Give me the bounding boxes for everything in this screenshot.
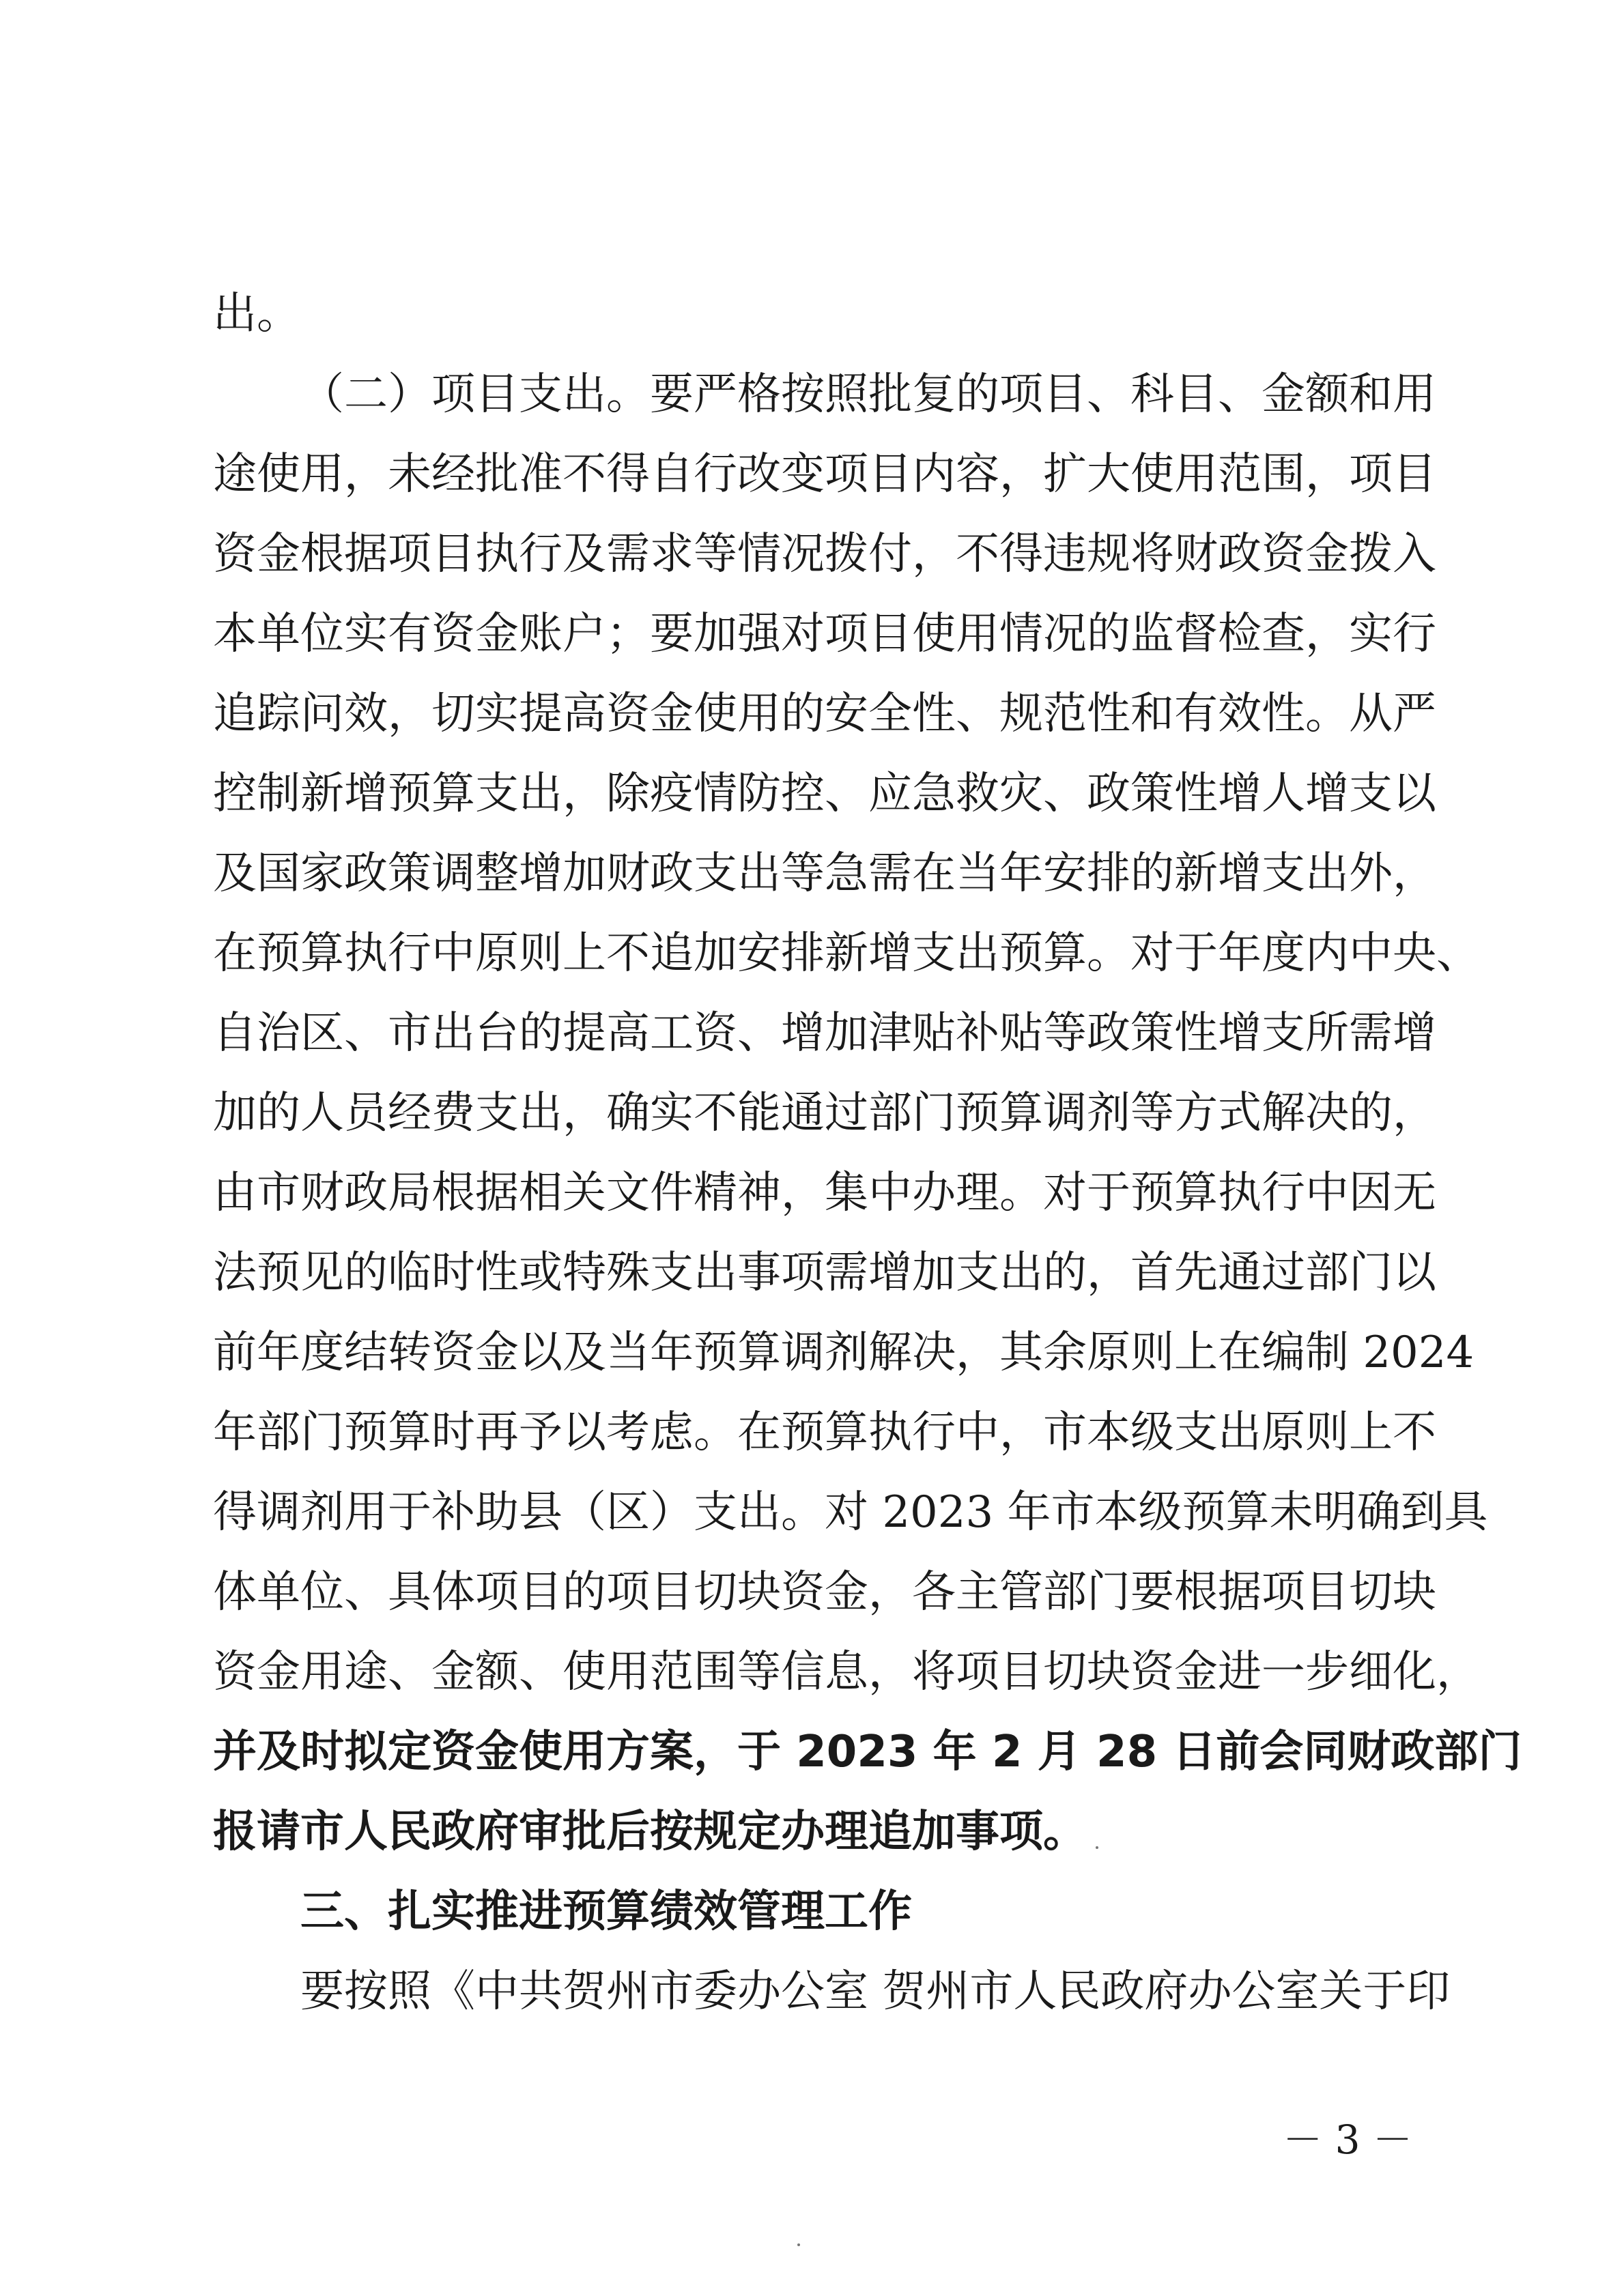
scan-speck: [1096, 1846, 1098, 1849]
text-line-8: 及国家政策调整增加财政支出等急需在当年安排的新增支出外，: [213, 848, 1436, 899]
text-line-13: 法预见的临时性或特殊支出事项需增加支出的，首先通过部门以: [213, 1248, 1436, 1298]
scan-speck: [797, 2243, 800, 2246]
text-line-15: 年部门预算时再予以考虑。在预算执行中，市本级支出原则上不: [213, 1407, 1436, 1458]
text-line-5: 本单位实有资金账户；要加强对项目使用情况的监督检查，实行: [213, 609, 1436, 659]
text-line-7: 控制新增预算支出，除疫情防控、应急救灾、政策性增人增支以: [213, 769, 1436, 819]
text-line-11: 加的人员经费支出，确实不能通过部门预算调剂等方式解决的，: [213, 1088, 1436, 1138]
text-line-1: 出。: [213, 289, 300, 339]
section-3-heading: 三、扎实推进预算绩效管理工作: [300, 1886, 912, 1937]
text-line-4: 资金根据项目执行及需求等情况拨付，不得违规将财政资金拨入: [213, 529, 1436, 579]
text-line-14: 前年度结转资金以及当年预算调剂解决，其余原则上在编制 2024: [213, 1328, 1475, 1378]
text-line-10: 自治区、市出台的提高工资、增加津贴补贴等政策性增支所需增: [213, 1008, 1436, 1059]
bold-text-line-20: 报请市人民政府审批后按规定办理追加事项。: [213, 1807, 1087, 1857]
text-line-17: 体单位、具体项目的项目切块资金，各主管部门要根据项目切块: [213, 1567, 1436, 1618]
page-number: － 3 －: [1283, 2116, 1412, 2163]
section-item-2-heading-line: （二）项目支出。要严格按照批复的项目、科目、金额和用: [300, 369, 1436, 420]
text-line-3: 途使用，未经批准不得自行改变项目内容，扩大使用范围，项目: [213, 449, 1436, 500]
text-line-18: 资金用途、金额、使用范围等信息，将项目切块资金进一步细化，: [213, 1647, 1480, 1697]
text-line-16: 得调剂用于补助县（区）支出。对 2023 年市本级预算未明确到具: [213, 1487, 1488, 1538]
text-line-6: 追踪问效，切实提高资金使用的安全性、规范性和有效性。从严: [213, 689, 1436, 739]
text-line-9: 在预算执行中原则上不追加安排新增支出预算。对于年度内中央、: [213, 928, 1480, 979]
bold-text-line-19: 并及时拟定资金使用方案，于 2023 年 2 月 28 日前会同财政部门: [213, 1727, 1522, 1777]
text-line-12: 由市财政局根据相关文件精神，集中办理。对于预算执行中因无: [213, 1168, 1436, 1218]
text-line-22: 要按照《中共贺州市委办公室 贺州市人民政府办公室关于印: [300, 1966, 1451, 2017]
